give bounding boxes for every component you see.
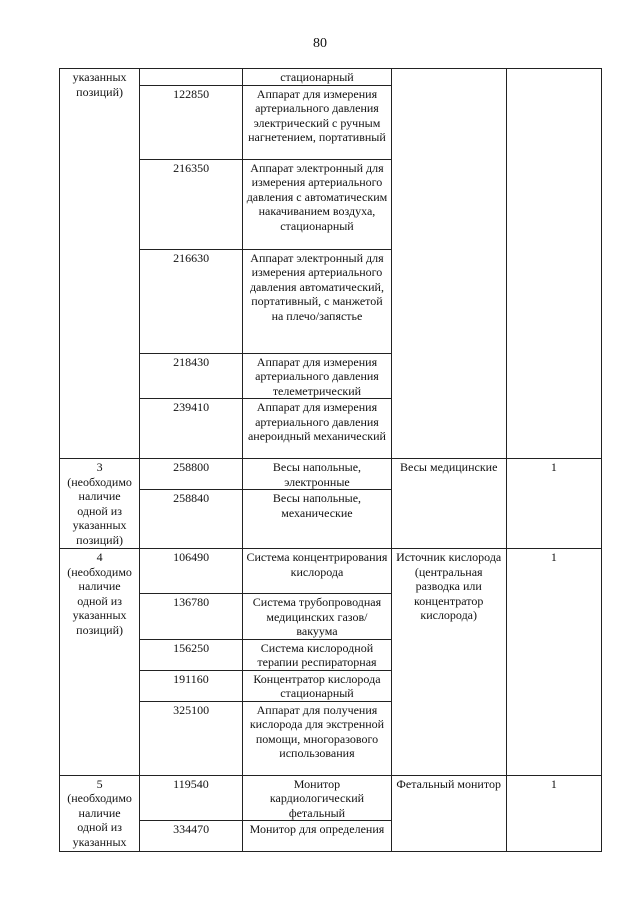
name-cell: Система трубопроводная медицинских газов/вакуума	[243, 594, 391, 640]
name-cell: Концентратор кислорода стационарный	[243, 670, 391, 701]
table-row	[60, 69, 602, 86]
group-label-cell	[60, 775, 140, 852]
code-cell: 216630	[140, 249, 243, 353]
group-label-cell	[60, 459, 140, 549]
table-row	[60, 549, 602, 594]
group-label-cell	[60, 549, 140, 776]
group-label: (необходимо наличие одной из указанных	[67, 791, 132, 849]
name-cell: Весы напольные, электронные	[243, 459, 391, 490]
table-row	[60, 459, 602, 490]
type-cell: Фетальный монитор	[391, 775, 506, 852]
code-cell: 258840	[140, 490, 243, 549]
group-number: 3	[96, 460, 103, 474]
type-cell: Весы медицинские	[391, 459, 506, 549]
type-cell: Источник кислорода (центральная разводка или концентратор кислорода)	[391, 549, 506, 776]
group-label: (необходимо наличие одной из указанных позиций)	[67, 564, 132, 637]
page-number: 80	[313, 36, 327, 51]
name-cell: Аппарат для измерения артериального давления анероидный механический	[243, 399, 391, 459]
group-number: 4	[96, 550, 103, 564]
group-label: (необходимо наличие одной из указанных позиций)	[67, 474, 132, 547]
code-cell: 239410	[140, 399, 243, 459]
name-cell: стационарный	[243, 69, 391, 86]
code-cell: 325100	[140, 701, 243, 775]
qty-cell: 1	[506, 775, 601, 852]
name-cell: Аппарат для получения кислорода для экстренной помощи, многоразового использования	[243, 701, 391, 775]
code-cell: 119540	[140, 775, 243, 821]
code-cell: 216350	[140, 159, 243, 249]
group-label-cell	[60, 69, 140, 459]
code-cell: 106490	[140, 549, 243, 594]
code-cell: 334470	[140, 821, 243, 852]
code-cell: 258800	[140, 459, 243, 490]
qty-cell: 1	[506, 459, 601, 549]
group-label: указанных позиций)	[72, 70, 127, 99]
qty-cell: 1	[506, 549, 601, 776]
equipment-table	[59, 68, 602, 852]
qty-cell	[506, 69, 601, 459]
name-cell: Аппарат электронный для измерения артериального давления автоматический, портативный, с манжетой на плечо/запястье	[243, 249, 391, 353]
name-cell: Аппарат для измерения артериального давления электрический с ручным нагнетением, портативный	[243, 85, 391, 159]
type-cell	[391, 69, 506, 459]
code-cell: 191160	[140, 670, 243, 701]
code-cell: 218430	[140, 353, 243, 399]
code-cell: 136780	[140, 594, 243, 640]
table-row	[60, 775, 602, 821]
name-cell: Система концентрирования кислорода	[243, 549, 391, 594]
group-number: 5	[96, 776, 103, 791]
name-cell: Весы напольные, механические	[243, 490, 391, 549]
name-cell: Система кислородной терапии респираторная	[243, 639, 391, 670]
name-cell: Аппарат электронный для измерения артериального давления с автоматическим накачиванием воздуха, стационарный	[243, 159, 391, 249]
name-cell: Монитор для определения	[243, 821, 391, 852]
code-cell: 156250	[140, 639, 243, 670]
code-cell: 122850	[140, 85, 243, 159]
name-cell: Монитор кардиологический фетальный	[243, 775, 391, 821]
name-cell: Аппарат для измерения артериального давления телеметрический	[243, 353, 391, 399]
code-cell	[140, 69, 243, 86]
